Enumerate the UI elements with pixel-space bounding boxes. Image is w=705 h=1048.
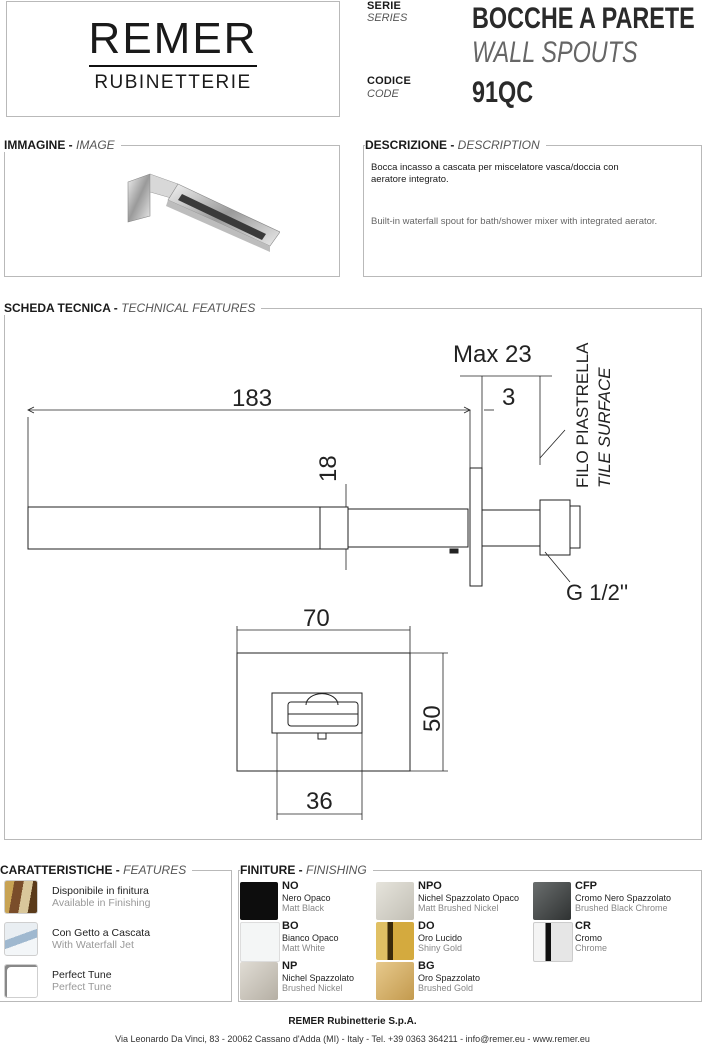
description-text-en: Built-in waterfall spout for bath/shower mixer with integrated aerator. xyxy=(371,216,658,227)
dim-18: 18 xyxy=(315,455,342,482)
logo-brand: REMER xyxy=(88,14,258,63)
finish-bo: BO Bianco Opaco Matt White xyxy=(240,920,370,960)
serie-label: SERIE xyxy=(367,0,402,12)
dim-length: 183 xyxy=(232,385,273,412)
features-title: CARATTERISTICHE - FEATURES xyxy=(0,863,192,877)
finishes-title: FINITURE - FINISHING xyxy=(240,863,373,877)
code-label: CODICE xyxy=(367,75,411,87)
finish-bg: BG Oro Spazzolato Brushed Gold xyxy=(376,960,506,1000)
product-code: 91QC xyxy=(472,76,534,109)
dim-max: Max 23 xyxy=(453,341,532,368)
waterfall-jet-icon xyxy=(4,922,38,956)
footer-company: REMER Rubinetterie S.p.A. xyxy=(288,1016,417,1027)
finish-swatch xyxy=(240,962,278,1000)
finish-swatch xyxy=(376,922,414,960)
finish-swatch xyxy=(533,882,571,920)
feature-item: Perfect Tune Perfect Tune xyxy=(4,964,112,998)
finish-npo: NPO Nichel Spazzolato Opaco Matt Brushed Nickel xyxy=(376,880,506,920)
dim-3: 3 xyxy=(502,384,516,411)
technical-drawing xyxy=(0,320,705,835)
finish-swatch xyxy=(240,882,278,920)
logo-sub: RUBINETTERIE xyxy=(94,72,252,93)
dim-thread: G 1/2'' xyxy=(566,580,629,605)
title-en: WALL SPOUTS xyxy=(472,36,638,69)
perfect-tune-icon xyxy=(4,964,38,998)
finish-swatch xyxy=(533,922,573,962)
finish-swatch xyxy=(376,962,414,1000)
finishing-swatch-icon xyxy=(4,880,38,914)
side-view xyxy=(28,468,580,586)
tile-line-1: FILO PIASTRELLA xyxy=(573,342,592,488)
description-title: DESCRIZIONE - DESCRIPTION xyxy=(365,138,546,152)
title-it: BOCCHE A PARETE xyxy=(472,2,695,35)
features-list xyxy=(4,880,229,1000)
tile-line-2: TILE SURFACE xyxy=(595,367,614,488)
feature-item: Con Getto a Cascata With Waterfall Jet xyxy=(4,922,150,956)
finish-cfp: CFP Cromo Nero Spazzolato Brushed Black Chrome xyxy=(533,880,663,920)
image-section-title: IMMAGINE - IMAGE xyxy=(4,138,121,152)
dim-36: 36 xyxy=(306,788,333,815)
finish-no: NO Nero Opaco Matt Black xyxy=(240,880,370,920)
footer-address: Via Leonardo Da Vinci, 83 - 20062 Cassano d'Adda (MI) - Italy - Tel. +39 0363 364211 - info@remer.eu - www.remer.eu xyxy=(115,1034,590,1044)
logo-divider xyxy=(89,65,257,67)
finish-cr: CR Cromo Chrome xyxy=(533,920,663,960)
finish-swatch xyxy=(376,882,414,920)
product-photo xyxy=(120,160,280,260)
finish-np: NP Nichel Spazzolato Brushed Nickel xyxy=(240,960,370,1000)
technical-title: SCHEDA TECNICA - TECHNICAL FEATURES xyxy=(4,301,261,315)
finish-do: DO Oro Lucido Shiny Gold xyxy=(376,920,506,960)
feature-item: Disponibile in finitura Available in Finishing xyxy=(4,880,150,914)
serie-sub: SERIES xyxy=(367,12,408,24)
code-sub: CODE xyxy=(367,88,399,100)
dim-70: 70 xyxy=(303,605,330,632)
dim-50: 50 xyxy=(419,705,446,732)
finish-swatch xyxy=(240,922,280,962)
logo-box xyxy=(6,1,340,117)
description-text-it: Bocca incasso a cascata per miscelatore vasca/doccia con aeratore integrato. xyxy=(371,162,619,185)
